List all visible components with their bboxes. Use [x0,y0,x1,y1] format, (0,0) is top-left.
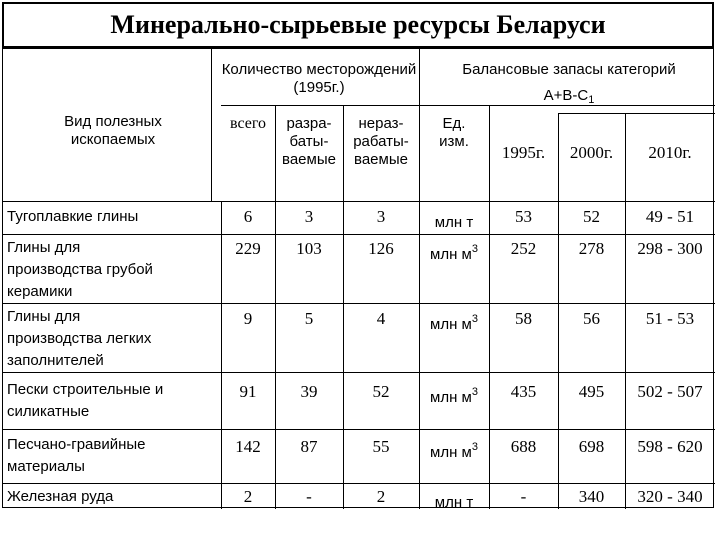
cell-unit: млн т [434,214,474,231]
cell-total: 142 [235,437,261,456]
cell-unit: млн $м^3$ [430,243,478,263]
cell-total: 91 [239,382,257,401]
cell-2000: 278 [578,239,605,258]
cell-developed: 39 [300,382,318,401]
divider [558,113,715,114]
cell-total: 229 [235,239,261,258]
header-reserves-category: А+В-С [543,87,589,104]
cell-undeveloped: 4 [376,309,386,328]
divider [3,303,715,304]
header-2000: 2000г. [569,143,614,162]
header-unit: Ед. изм. [439,115,469,150]
header-reserves-line1: Балансовые запасы категорий [462,61,676,78]
header-reserves-subscript: 1 [588,94,595,106]
cell-2010: 298 - 300 [637,239,703,258]
cell-developed: 103 [296,239,322,258]
cell-undeveloped: 55 [372,437,390,456]
cell-1995: 53 [515,207,532,226]
cell-2000: 698 [578,437,605,456]
cell-undeveloped: 52 [372,382,390,401]
cell-total: 9 [243,309,253,328]
row-name: Глины для производства легких заполнителей [7,308,152,369]
cell-1995: 435 [510,382,537,401]
header-reserves-line2 [427,87,711,109]
row-name: Железная руда [7,488,114,505]
cell-1995: 252 [510,239,537,258]
cell-developed: 5 [304,309,314,328]
header-developed: разра- баты- ваемые [282,115,336,168]
cell-developed: 3 [304,207,314,226]
row-name: Песчано-гравийные материалы [7,436,146,475]
cell-2000: 56 [583,309,600,328]
cell-unit: млн $м^3$ [430,313,478,333]
header-total: всего [229,115,267,132]
cell-2010: 320 - 340 [637,487,703,506]
cell-2000: 52 [583,207,600,226]
header-2010: 2010г. [648,143,692,162]
cell-unit: млн т [434,494,474,511]
cell-total: 6 [243,207,253,226]
cell-undeveloped: 126 [368,239,394,258]
title-box [2,2,714,48]
cell-1995: 688 [510,437,537,456]
cell-2010: 502 - 507 [637,382,703,401]
header-deposits-count: Количество месторождений (1995г.) [221,61,417,96]
cell-1995: 58 [515,309,532,328]
row-name: Пески строительные и силикатные [7,381,164,420]
cell-2010: 598 - 620 [637,437,703,456]
cell-2010: 49 - 51 [645,207,695,226]
page-title: Минерально-сырьевые ресурсы Беларуси [110,10,606,39]
resources-table [2,48,714,511]
divider [3,372,715,373]
cell-undeveloped: 3 [376,207,386,226]
cell-unit: млн $м^3$ [430,386,478,406]
cell-unit: млн $м^3$ [430,441,478,461]
header-mineral-type: Вид полезных ископаемых [64,113,162,148]
divider [3,234,715,235]
row-name: Тугоплавкие глины [7,208,139,225]
row-name: Глины для производства грубой керамики [7,239,153,300]
cell-undeveloped: 2 [376,487,386,506]
cell-developed: 87 [300,437,318,456]
divider [3,201,715,202]
cell-2010: 51 - 53 [645,309,695,328]
cell-developed: - [306,487,312,506]
divider [3,483,715,484]
cell-total: 2 [243,487,253,506]
divider [3,429,715,430]
divider [211,49,212,201]
header-undeveloped: нераз- рабаты- ваемые [353,115,409,168]
cell-1995: - [520,487,527,506]
cell-2000: 495 [578,382,605,401]
cell-2000: 340 [578,487,605,506]
header-1995: 1995г. [501,143,546,162]
